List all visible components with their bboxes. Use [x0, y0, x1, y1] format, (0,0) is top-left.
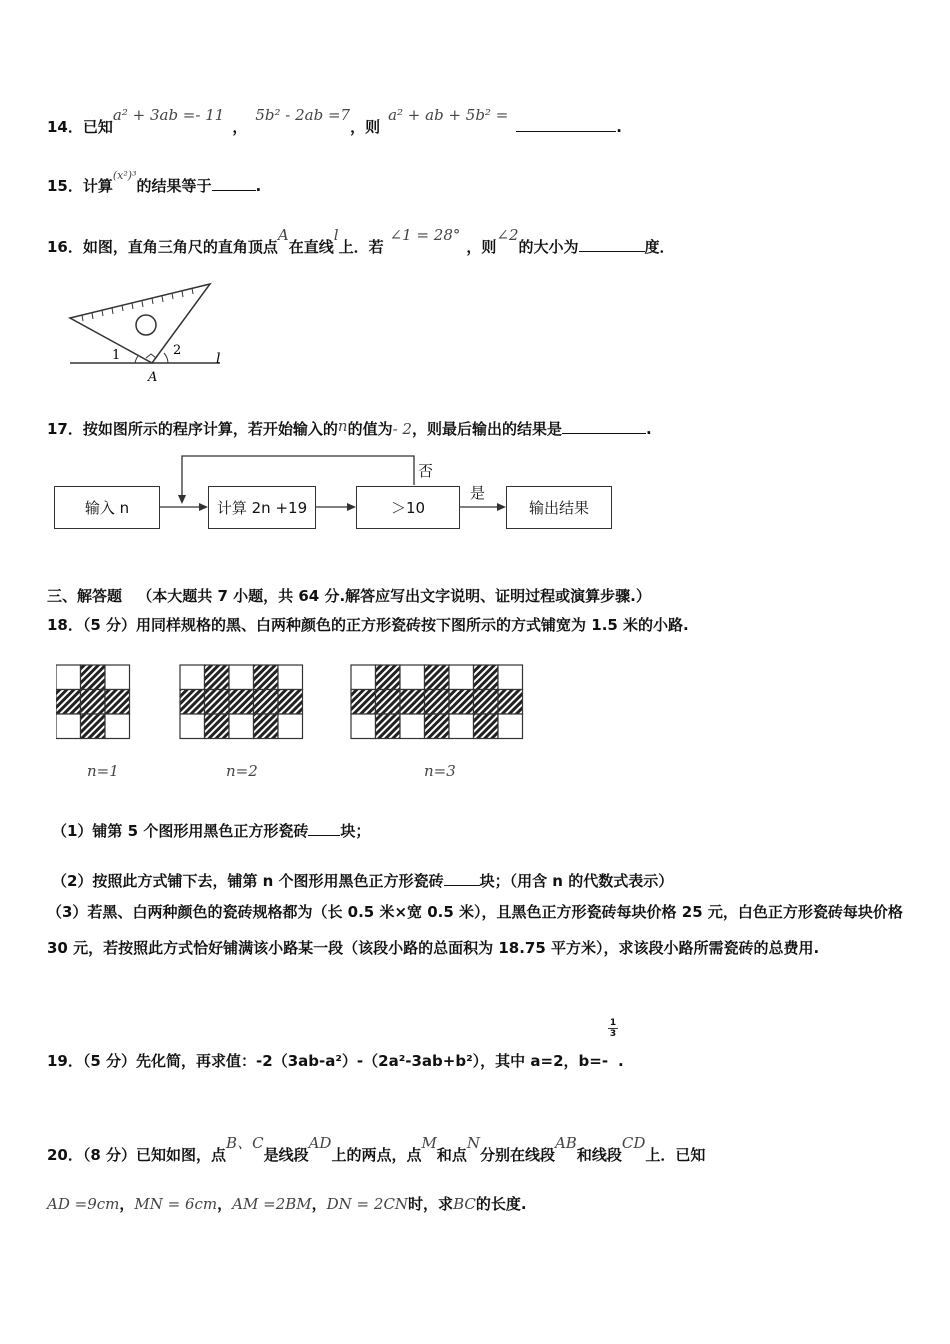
q20-point-n: N	[466, 1134, 480, 1152]
pattern-label-n3: n=3	[424, 762, 456, 780]
q17-variable-n: n	[337, 417, 348, 435]
black-tile	[254, 665, 279, 690]
flow-no-label: 否	[418, 462, 434, 480]
black-tile	[474, 714, 499, 739]
q14-equation-2: 5b² - 2ab =7	[255, 106, 351, 124]
white-tile	[56, 714, 81, 739]
q20-sep-2: ，	[217, 1195, 233, 1213]
black-tile	[56, 690, 81, 715]
black-tile	[254, 714, 279, 739]
black-tile	[254, 690, 279, 715]
line-l-label: l	[216, 351, 221, 367]
q19-text: 19．（5 分）先化简，再求值：-2（3ab-a²）-（2a²-3ab+b²），其中 a=2，b=-	[47, 1052, 609, 1070]
q20-sep-3: ，	[311, 1195, 327, 1213]
white-tile	[278, 714, 303, 739]
q20-condition-mn: MN = 6cm	[134, 1195, 218, 1213]
white-tile	[229, 665, 254, 690]
q14-equation-1: a² + 3ab =- 11	[112, 106, 225, 124]
black-tile	[474, 690, 499, 715]
white-tile	[498, 665, 523, 690]
black-tile	[81, 690, 106, 715]
q14-end: .	[616, 118, 622, 136]
q14-expression: a² + ab + 5b² =	[388, 106, 509, 124]
flow-output-box	[506, 486, 612, 529]
q16-number: 16．	[47, 238, 83, 256]
q18-part-1-text: （1）铺第 5 个图形用黑色正方形瓷砖	[52, 822, 309, 840]
pattern-label-n2: n=2	[226, 762, 258, 780]
q20-segment-cd: CD	[621, 1134, 646, 1152]
black-tile	[425, 714, 450, 739]
q18-part-1	[52, 820, 370, 841]
q14-sep: ，	[232, 118, 248, 136]
flow-output-label: 输出结果	[528, 499, 589, 517]
q14-text-2: ，则	[350, 118, 381, 136]
black-tile	[81, 714, 106, 739]
q20-text-1: 是线段	[263, 1146, 309, 1164]
question-19	[47, 1018, 624, 1071]
black-tile	[351, 690, 376, 715]
answer-blank[interactable]	[308, 821, 340, 836]
q20-condition-am: AM =2BM	[232, 1195, 312, 1213]
black-tile	[205, 690, 230, 715]
q16-text-6: 度．	[644, 238, 675, 256]
question-20-line-2	[47, 1193, 527, 1214]
flow-yes-label: 是	[470, 484, 486, 502]
white-tile	[105, 665, 130, 690]
q20-text-6: 上．已知	[645, 1146, 706, 1164]
q14-number: 14．	[47, 118, 83, 136]
white-tile	[449, 714, 474, 739]
flow-input-label: 输入 n	[84, 499, 130, 517]
q20-segment-bc: BC	[453, 1195, 476, 1213]
q16-point-a: A	[277, 226, 289, 244]
white-tile	[400, 665, 425, 690]
white-tile	[400, 714, 425, 739]
q20-segment-ab: AB	[554, 1134, 577, 1152]
point-a-label: A	[148, 370, 158, 385]
black-tile	[425, 690, 450, 715]
black-tile	[81, 665, 106, 690]
pattern-label-n1: n=1	[87, 762, 119, 780]
q20-condition-dn: DN = 2CN	[326, 1195, 409, 1213]
tile-patterns-figure	[56, 663, 526, 753]
white-tile	[351, 714, 376, 739]
q16-line-l: l	[333, 226, 339, 244]
q20-sep-1: ，	[119, 1195, 135, 1213]
white-tile	[180, 665, 205, 690]
black-tile	[229, 690, 254, 715]
white-tile	[498, 714, 523, 739]
white-tile	[56, 665, 81, 690]
q20-text-5: 和线段	[576, 1146, 622, 1164]
triangle-ruler-figure	[60, 278, 240, 388]
angle-1-label: 1	[112, 348, 121, 363]
q16-text-2: 在直线	[288, 238, 334, 256]
q15-text-2: 的结果等于	[136, 177, 212, 195]
white-tile	[449, 665, 474, 690]
black-tile	[400, 690, 425, 715]
q20-point-m: M	[421, 1134, 437, 1152]
q15-text: 计算	[82, 177, 113, 195]
q20-text-3: 和点	[436, 1146, 467, 1164]
question-17	[47, 418, 652, 439]
q18-part-3: （3）若黑、白两种颜色的瓷砖规格都为（长 0.5 米×宽 0.5 米），且黑色正方形瓷砖每块价格 25 元，白色正方形瓷砖每块价格 30 元，若按照此方式恰好铺满该小路某一段（该段小路的总面积为 18.75 平方米），求该段小路所需瓷砖的总费用.	[47, 903, 903, 957]
question-18-stem: 18．（5 分）用同样规格的黑、白两种颜色的正方形瓷砖按下图所示的方式铺宽为 1.5 米的小路.	[47, 616, 689, 634]
flow-condition-label: ＞10	[390, 499, 426, 517]
answer-blank[interactable]	[579, 237, 645, 252]
answer-blank[interactable]	[516, 117, 616, 132]
q17-text-2: 的值为	[347, 420, 393, 438]
q16-angle-1: ∠1 = 28°	[389, 226, 461, 244]
black-tile	[425, 665, 450, 690]
question-15	[47, 169, 262, 196]
answer-blank[interactable]	[444, 871, 480, 886]
q17-number: 17．	[47, 420, 83, 438]
section-3-header	[47, 585, 651, 606]
white-tile	[180, 714, 205, 739]
q19-fraction-numerator: 1	[609, 1018, 617, 1028]
q20-text-7: 时，求	[408, 1195, 454, 1213]
black-tile	[376, 714, 401, 739]
flow-condition-box	[356, 486, 460, 529]
black-tile	[278, 690, 303, 715]
q15-expression: (x²)³	[112, 169, 137, 182]
angle-2-label: 2	[173, 343, 182, 358]
black-tile	[449, 690, 474, 715]
q17-value: - 2	[392, 420, 412, 438]
q16-angle-2: ∠2	[496, 226, 519, 244]
black-tile	[205, 714, 230, 739]
q17-text-3: ，则最后输出的结果是	[411, 420, 562, 438]
flow-input-box	[54, 486, 160, 529]
q15-number: 15．	[47, 177, 83, 195]
flow-calc-box	[208, 486, 316, 529]
q20-points-bc: B、C	[226, 1134, 264, 1152]
q18-part-2-end: 块；（用含 n 的代数式表示）	[479, 872, 674, 890]
question-14	[47, 106, 622, 137]
q15-end: .	[255, 177, 262, 195]
black-tile	[376, 665, 401, 690]
answer-blank[interactable]	[212, 176, 256, 191]
q14-text: 已知	[82, 118, 113, 136]
q19-fraction	[608, 1018, 618, 1039]
q20-text-4: 分别在线段	[479, 1146, 555, 1164]
q20-text-8: 的长度.	[475, 1195, 527, 1213]
white-tile	[229, 714, 254, 739]
question-20-line-1	[47, 1134, 706, 1165]
q16-text-3: 上．若	[338, 238, 384, 256]
black-tile	[105, 690, 130, 715]
q20-number: 20．（8 分）已知如图，点	[47, 1146, 227, 1164]
q19-fraction-denominator: 3	[609, 1029, 617, 1039]
white-tile	[278, 665, 303, 690]
white-tile	[105, 714, 130, 739]
question-16	[47, 226, 675, 257]
white-tile	[351, 665, 376, 690]
black-tile	[205, 665, 230, 690]
q16-text-5: 的大小为	[518, 238, 579, 256]
q20-condition-ad: AD =9cm	[47, 1195, 120, 1213]
q20-text-2: 上的两点，点	[331, 1146, 422, 1164]
black-tile	[498, 690, 523, 715]
black-tile	[376, 690, 401, 715]
q19-end: .	[618, 1052, 624, 1070]
q18-part-2	[52, 870, 673, 891]
q16-text-1: 如图，直角三角尺的直角顶点	[82, 238, 278, 256]
q17-text-1: 按如图所示的程序计算，若开始输入的	[82, 420, 338, 438]
q20-segment-ad: AD	[308, 1134, 332, 1152]
black-tile	[180, 690, 205, 715]
flow-calc-label: 计算 2n +19	[216, 499, 308, 517]
section-3-note: （本大题共 7 小题，共 64 分.解答应写出文字说明、证明过程或演算步骤.）	[137, 587, 651, 605]
answer-blank[interactable]	[562, 419, 646, 434]
q18-part-1-end: 块；	[340, 822, 371, 840]
q18-part-2-text: （2）按照此方式铺下去，铺第 n 个图形用黑色正方形瓷砖	[52, 872, 444, 890]
q16-text-4: ，则	[466, 238, 497, 256]
q17-end: .	[645, 420, 652, 438]
black-tile	[474, 665, 499, 690]
section-3-title: 三、解答题	[47, 587, 123, 605]
